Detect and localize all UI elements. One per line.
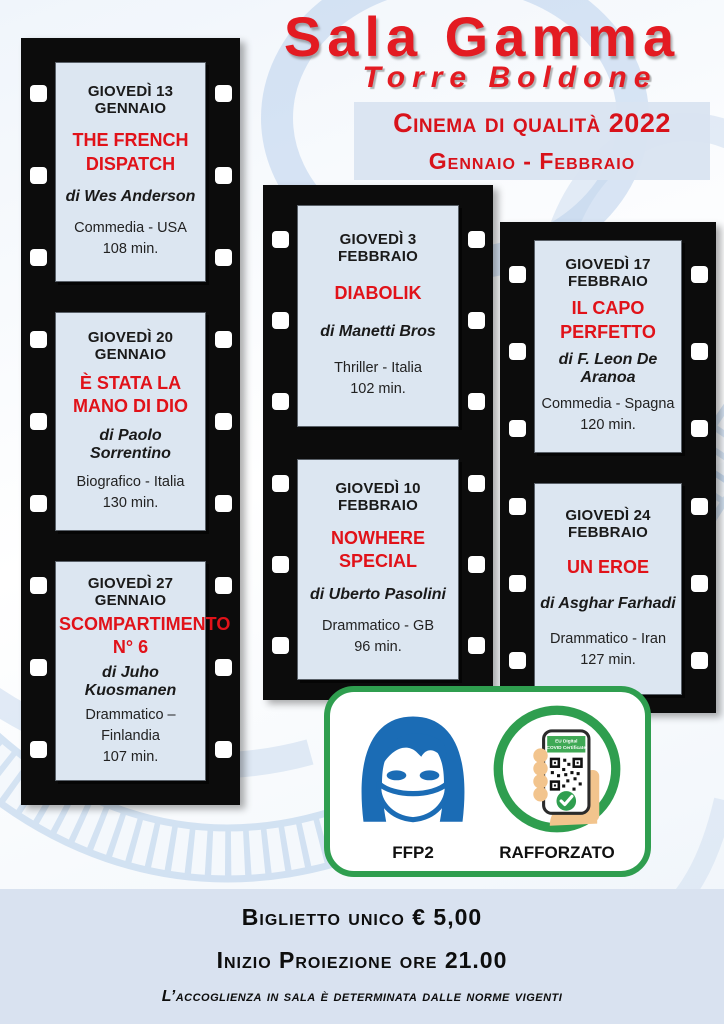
film-perforation [691, 575, 708, 592]
film-perforation [509, 498, 526, 515]
film-perforation [272, 393, 289, 410]
film-genre: Drammatico - GB [322, 618, 434, 635]
film-duration: 127 min. [580, 651, 636, 668]
masked-face-icon [351, 700, 475, 830]
show-start-time: Inizio Proiezione ore 21.00 [216, 947, 508, 973]
film-strip-perforations [682, 222, 716, 713]
film-date: GIOVEDÌ 3 FEBBRAIO [338, 231, 418, 266]
film-genre: Drammatico - Iran [549, 630, 667, 647]
film-perforation [30, 659, 47, 676]
film-perforation [509, 343, 526, 360]
film-duration: 96 min. [354, 639, 402, 656]
film-perforation [468, 637, 485, 654]
film-perforation [468, 312, 485, 329]
film-title: È STATA LA MANO DI DIO [73, 372, 188, 417]
film-card [534, 240, 682, 453]
ffp2-item [351, 700, 475, 865]
film-director: di Paolo Sorrentino [90, 427, 171, 463]
film-duration: 102 min. [350, 381, 406, 398]
film-perforation [30, 249, 47, 266]
film-strip-perforations [459, 185, 493, 700]
season-line2: Gennaio - Febbraio [428, 147, 636, 174]
film-perforation [691, 498, 708, 515]
film-perforation [30, 741, 47, 758]
film-perforation [215, 167, 232, 184]
film-strip-gennaio [21, 38, 240, 805]
film-director: di Manetti Bros [320, 323, 436, 340]
film-perforation [509, 575, 526, 592]
film-genre: Biografico - Italia [76, 473, 185, 490]
film-perforation [215, 85, 232, 102]
footer-band [0, 889, 724, 1024]
film-date: GIOVEDÌ 10 FEBBRAIO [335, 480, 421, 515]
film-perforation [215, 495, 232, 512]
film-perforation [30, 577, 47, 594]
film-director: di Asghar Farhadi [540, 595, 676, 613]
film-card [297, 205, 459, 427]
season-line1: Cinema di qualità 2022 [393, 107, 671, 138]
film-title: THE FRENCH DISPATCH [72, 130, 189, 174]
film-duration: 107 min. [102, 748, 159, 765]
film-director: di Wes Anderson [65, 188, 196, 206]
poster-title: Sala Gamma [283, 5, 681, 68]
film-strip-perforations [263, 185, 297, 700]
film-director: di Juho Kuosmanen [84, 664, 177, 700]
phone-header-line2: COVID Certificate [546, 745, 587, 751]
film-director: di Uberto Pasolini [309, 585, 446, 603]
rules-notice: L’accoglienza in sala è determinata dalle norme vigenti [161, 988, 563, 1005]
film-perforation [215, 659, 232, 676]
film-perforation [468, 556, 485, 573]
film-duration: 108 min. [102, 241, 159, 258]
film-genre: Drammatico – Finlandia [85, 706, 176, 744]
film-title: SCOMPARTIMENTO N° 6 [59, 614, 231, 658]
film-genre: Thriller - Italia [334, 360, 422, 377]
film-perforation [691, 420, 708, 437]
film-perforation [691, 266, 708, 283]
film-strip-febbraio-1 [263, 185, 493, 700]
film-perforation [30, 495, 47, 512]
film-strip-perforations [500, 222, 534, 713]
film-card [55, 312, 206, 532]
film-perforation [509, 420, 526, 437]
season-banner [354, 102, 710, 180]
film-card [55, 62, 206, 282]
film-perforation [691, 343, 708, 360]
film-perforation [272, 556, 289, 573]
phone-header-line1: EU Digital [555, 739, 578, 745]
film-perforation [30, 167, 47, 184]
film-perforation [215, 577, 232, 594]
ticket-price: Biglietto unico € 5,00 [241, 904, 483, 930]
film-date: GIOVEDÌ 27 GENNAIO [87, 574, 174, 609]
film-director: di F. Leon De Aranoa [558, 351, 658, 387]
film-perforation [468, 231, 485, 248]
film-card [297, 459, 459, 681]
film-card [55, 561, 231, 781]
film-perforation [30, 331, 47, 348]
green-pass-phone-icon [490, 700, 624, 838]
film-perforation [509, 266, 526, 283]
film-perforation [215, 331, 232, 348]
film-strip-febbraio-2 [500, 222, 716, 713]
film-perforation [272, 637, 289, 654]
film-perforation [509, 652, 526, 669]
film-perforation [215, 741, 232, 758]
film-duration: 120 min. [580, 417, 636, 434]
film-card [534, 483, 682, 696]
film-genre: Commedia - Spagna [541, 396, 675, 413]
film-perforation [272, 231, 289, 248]
film-date: GIOVEDÌ 24 FEBBRAIO [565, 506, 651, 541]
film-title: IL CAPO PERFETTO [560, 298, 656, 342]
film-title: NOWHERE SPECIAL [331, 527, 425, 571]
poster-subtitle: Torre Boldone [362, 61, 658, 94]
film-duration: 130 min. [102, 494, 159, 511]
film-date: GIOVEDÌ 13 GENNAIO [87, 83, 174, 118]
film-title: UN EROE [566, 557, 649, 578]
green-pass-item [490, 700, 624, 865]
ffp2-label: FFP2 [392, 843, 434, 862]
film-perforation [30, 413, 47, 430]
film-perforation [468, 393, 485, 410]
film-date: GIOVEDÌ 17 FEBBRAIO [565, 256, 651, 291]
film-strip-perforations [21, 38, 55, 805]
film-perforation [215, 249, 232, 266]
film-perforation [468, 475, 485, 492]
film-perforation [215, 413, 232, 430]
film-date: GIOVEDÌ 20 GENNAIO [87, 329, 174, 364]
film-strip-perforations [206, 38, 240, 805]
film-perforation [30, 85, 47, 102]
film-perforation [272, 312, 289, 329]
film-genre: Commedia - USA [74, 220, 187, 237]
green-pass-label: RAFFORZATO [499, 843, 615, 862]
film-title: DIABOLIK [334, 283, 422, 304]
film-perforation [272, 475, 289, 492]
covid-rules-box [324, 686, 651, 877]
film-perforation [691, 652, 708, 669]
